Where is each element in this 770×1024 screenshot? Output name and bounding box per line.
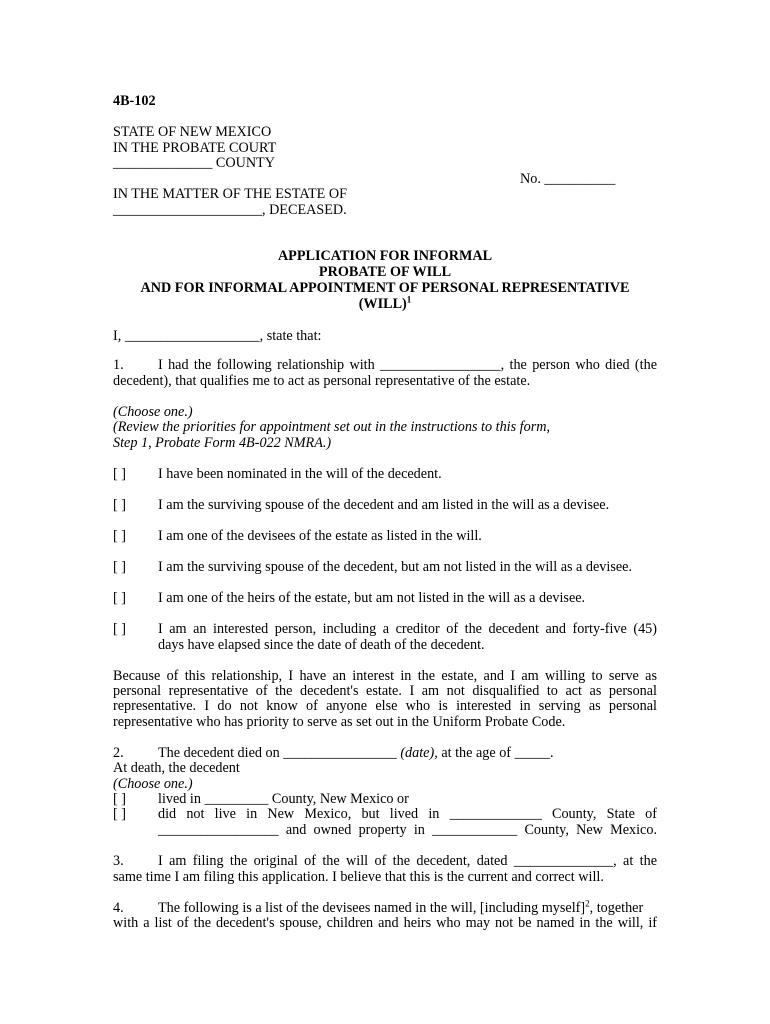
para-3-line-2: same time I am filing this application. I believe that this is the current and correct will. (113, 869, 604, 885)
not-in-nm-text-2: _________________ and owned property in ____________ County, New Mexico. (158, 822, 657, 838)
caption-matter: IN THE MATTER OF THE ESTATE OF (113, 186, 348, 202)
age-text: , at the age of _____. (434, 745, 554, 761)
checkbox-option-1[interactable]: [ ] (113, 466, 126, 482)
para-4-number: 4. (113, 900, 124, 916)
checkbox-option-6[interactable]: [ ] (113, 621, 126, 637)
case-number: No. __________ (520, 171, 616, 187)
review-note-1: (Review the priorities for appointment set out in the instructions to this form, (113, 419, 551, 435)
because-line-3: representative. I do not know of anyone else who is interested in serving as personal (113, 698, 657, 714)
para-2-choose-one: (Choose one.) (113, 776, 193, 792)
para-4-line-2: with a list of the decedent's spouse, children and heirs who may not be named in the will, if (113, 915, 657, 931)
option-1-text: I have been nominated in the will of the decedent. (158, 466, 442, 482)
para-2-line-2: At death, the decedent (113, 760, 240, 776)
caption-county: ______________ COUNTY (113, 155, 275, 171)
not-in-nm-text: did not live in New Mexico, but lived in _____________ County, State of (158, 806, 657, 822)
option-2-text: I am the surviving spouse of the decedent and am listed in the will as a devisee. (158, 497, 610, 513)
para-2-line-1 (158, 745, 554, 761)
option-3-text: I am one of the devisees of the estate as listed in the will. (158, 528, 482, 544)
para-1-line-2: decedent), that qualifies me to act as personal representative of the estate. (113, 373, 531, 389)
para-1-line-1: I had the following relationship with _________________, the person who died (the (158, 357, 657, 373)
para-1-number: 1. (113, 357, 124, 373)
because-line-1: Because of this relationship, I have an interest in the estate, and I am willing to serve as (113, 668, 657, 684)
caption-court: IN THE PROBATE COURT (113, 140, 277, 156)
option-5-text: I am one of the heirs of the estate, but am not listed in the will as a devisee. (158, 590, 586, 606)
choose-one-note: (Choose one.) (113, 404, 193, 420)
because-line-4: representative who has priority to serve as set out in the Uniform Probate Code. (113, 714, 566, 730)
checkbox-option-2[interactable]: [ ] (113, 497, 126, 513)
caption-state: STATE OF NEW MEXICO (113, 124, 272, 140)
title-line-2: PROBATE OF WILL (318, 264, 452, 280)
option-4-text: I am the surviving spouse of the decedent, but am not listed in the will as a devisee. (158, 559, 632, 575)
because-line-2: personal representative of the decedent's estate. I am not disqualified to act as personal (113, 683, 657, 699)
checkbox-option-5[interactable]: [ ] (113, 590, 126, 606)
para-4-line-1 (158, 900, 657, 916)
option-6-text-2: days have elapsed since the date of death of the decedent. (158, 637, 485, 653)
para-3-number: 3. (113, 853, 124, 869)
checkbox-option-4[interactable]: [ ] (113, 559, 126, 575)
together-text: , together (589, 900, 644, 916)
title-line-1: APPLICATION FOR INFORMAL (277, 248, 493, 264)
date-label: (date) (400, 745, 435, 761)
review-note-2: Step 1, Probate Form 4B-022 NMRA.) (113, 435, 332, 451)
checkbox-option-3[interactable]: [ ] (113, 528, 126, 544)
death-date-text: The decedent died on ________________ (158, 745, 397, 761)
form-number: 4B-102 (113, 93, 156, 109)
intro-statement: I, ___________________, state that: (113, 328, 322, 344)
footnote-2-mark: 2 (585, 898, 590, 909)
lived-in-nm-text: lived in _________ County, New Mexico or (158, 791, 409, 807)
devisees-text: The following is a list of the devisees named in the will, [including myself] (158, 900, 586, 916)
footnote-1-mark: 1 (406, 294, 412, 305)
checkbox-not-in-nm[interactable]: [ ] (113, 806, 126, 822)
option-6-text: I am an interested person, including a creditor of the decedent and forty-five (45) (158, 621, 657, 637)
title-will: (WILL) (358, 296, 407, 312)
checkbox-lived-in-nm[interactable]: [ ] (113, 791, 126, 807)
caption-deceased: _____________________, DECEASED. (113, 202, 347, 218)
para-2-number: 2. (113, 745, 124, 761)
para-3-line-1: I am filing the original of the will of the decedent, dated ______________, at the (158, 853, 657, 869)
title-line-3: AND FOR INFORMAL APPOINTMENT OF PERSONAL REPRESENTATIVE (140, 280, 630, 296)
title-line-4 (113, 296, 657, 312)
